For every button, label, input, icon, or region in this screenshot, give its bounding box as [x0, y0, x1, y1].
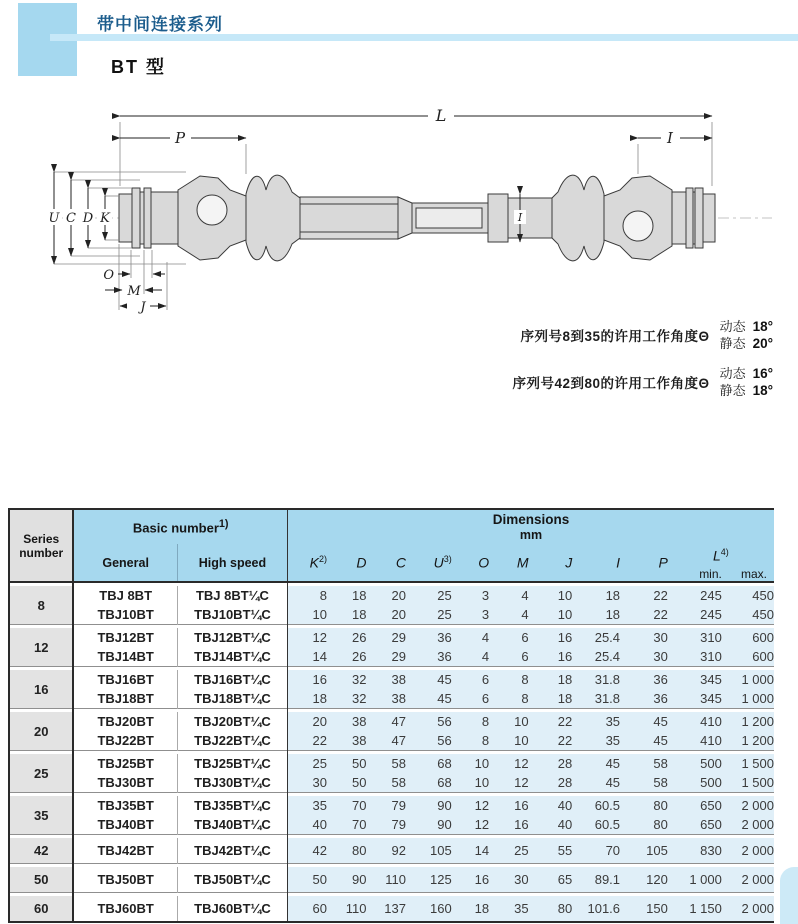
dimension-value-cell: 4 [489, 605, 528, 625]
dimension-value-cell: 1 200 [722, 731, 774, 751]
header-basic-number: Basic number$^{1)}$ [73, 509, 287, 544]
dimension-value-cell: 10 [452, 773, 489, 793]
static-label: 静态 [719, 383, 746, 398]
dimension-value-cell: 14 [288, 647, 327, 667]
dimension-value-cell: 22 [620, 586, 668, 605]
general-number-cell: TBJ35BT [73, 796, 177, 815]
header-col-D: D [327, 544, 366, 582]
dimension-value-cell: 47 [367, 712, 406, 731]
dim-label-O: O [103, 268, 114, 283]
static-value: 18° [752, 383, 773, 398]
dimension-value-cell: 2 000 [722, 796, 774, 815]
dimension-value-cell: 25.4 [572, 628, 620, 647]
dimension-value-cell: 45 [572, 773, 620, 793]
type-title: BT 型 [111, 57, 166, 77]
general-number-cell: TBJ40BT [73, 815, 177, 835]
general-number-cell: TBJ16BT [73, 670, 177, 689]
dimension-value-cell: 32 [327, 670, 366, 689]
dimension-value-cell: 600 [722, 647, 774, 667]
dimension-value-cell: 150 [620, 896, 668, 922]
dimension-value-cell: 450 [722, 586, 774, 605]
dim-label-M: M [127, 284, 141, 299]
dimension-value-cell: 45 [620, 712, 668, 731]
dimension-value-cell: 47 [367, 731, 406, 751]
dimension-value-cell: 4 [452, 647, 489, 667]
dimension-value-cell: 125 [406, 867, 452, 893]
dimension-value-cell: 60.5 [572, 815, 620, 835]
dimension-value-cell: 18 [452, 896, 489, 922]
dimension-value-cell: 830 [668, 838, 722, 864]
dimension-value-cell: 16 [288, 670, 327, 689]
dimension-value-cell: 1 000 [722, 689, 774, 709]
dimension-value-cell: 70 [572, 838, 620, 864]
dimension-value-cell: 8 [489, 689, 528, 709]
dimension-value-cell: 31.8 [572, 689, 620, 709]
general-number-cell: TBJ10BT [73, 605, 177, 625]
dimension-value-cell: 137 [367, 896, 406, 922]
dimension-value-cell: 50 [327, 773, 366, 793]
dimension-value-cell: 42 [288, 838, 327, 864]
page-title: 带中间连接系列 [97, 15, 223, 34]
general-number-cell: TBJ60BT [73, 896, 177, 922]
dimension-value-cell: 89.1 [572, 867, 620, 893]
high-speed-number-cell: TBJ30BT¼C [177, 773, 287, 793]
dimension-value-cell: 79 [367, 815, 406, 835]
dim-label-I-right: I [667, 129, 673, 147]
dynamic-label: 动态 [719, 319, 746, 334]
dimension-value-cell: 70 [327, 796, 366, 815]
dimension-value-cell: 20 [367, 605, 406, 625]
series-number-cell: 16 [9, 670, 73, 709]
series-number-cell: 12 [9, 628, 73, 667]
dimension-value-cell: 30 [489, 867, 528, 893]
dimension-value-cell: 38 [367, 689, 406, 709]
general-number-cell: TBJ22BT [73, 731, 177, 751]
dimension-value-cell: 4 [452, 628, 489, 647]
dimensions-table [8, 508, 774, 923]
header-col-K: $K^{2)}$ [288, 544, 327, 582]
table-row [9, 628, 774, 647]
series-number-cell: 20 [9, 712, 73, 751]
dimension-value-cell: 25.4 [572, 647, 620, 667]
static-label: 静态 [719, 336, 746, 351]
dimension-value-cell: 2 000 [722, 838, 774, 864]
dimension-value-cell: 4 [489, 586, 528, 605]
dimension-value-cell: 40 [288, 815, 327, 835]
general-number-cell: TBJ12BT [73, 628, 177, 647]
dimension-value-cell: 80 [327, 838, 366, 864]
dimension-value-cell: 410 [668, 731, 722, 751]
dimension-value-cell: 500 [668, 754, 722, 773]
dynamic-label: 动态 [719, 366, 746, 381]
table-row [9, 815, 774, 835]
dimension-value-cell: 36 [406, 628, 452, 647]
table-row [9, 670, 774, 689]
dimension-value-cell: 35 [288, 796, 327, 815]
general-number-cell: TBJ42BT [73, 838, 177, 864]
dimension-value-cell: 12 [288, 628, 327, 647]
dimension-value-cell: 2 000 [722, 867, 774, 893]
dimension-value-cell: 68 [406, 754, 452, 773]
dimension-value-cell: 92 [367, 838, 406, 864]
dimension-value-cell: 18 [327, 586, 366, 605]
table-row [9, 689, 774, 709]
header-general: General [73, 544, 177, 582]
dimension-value-cell: 25 [489, 838, 528, 864]
dimension-value-cell: 20 [367, 586, 406, 605]
dimension-value-cell: 245 [668, 605, 722, 625]
dimension-value-cell: 8 [452, 712, 489, 731]
dimension-value-cell: 29 [367, 647, 406, 667]
dimension-value-cell: 60.5 [572, 796, 620, 815]
dimension-value-cell: 90 [406, 815, 452, 835]
dimension-value-cell: 1 000 [722, 670, 774, 689]
high-speed-number-cell: TBJ10BT¼C [177, 605, 287, 625]
dimension-value-cell: 36 [620, 689, 668, 709]
dimension-value-cell: 80 [529, 896, 573, 922]
dynamic-value: 16° [752, 366, 773, 381]
dimension-value-cell: 8 [489, 670, 528, 689]
header-high-speed: High speed [177, 544, 287, 582]
dimension-value-cell: 30 [288, 773, 327, 793]
table-header [9, 509, 774, 582]
dimension-value-cell: 26 [327, 647, 366, 667]
header-col-L: $L^{4)}$ [668, 544, 774, 566]
dim-label-tube-I: I [517, 211, 523, 224]
general-number-cell: TBJ18BT [73, 689, 177, 709]
dimension-value-cell: 45 [406, 670, 452, 689]
header-col-C: C [367, 544, 406, 582]
table-row [9, 773, 774, 793]
high-speed-number-cell: TBJ60BT¼C [177, 896, 287, 922]
dimension-value-cell: 14 [452, 838, 489, 864]
dimension-value-cell: 22 [529, 712, 573, 731]
dim-label-D: D [82, 211, 94, 226]
high-speed-number-cell: TBJ 8BT¼C [177, 586, 287, 605]
dim-label-L: L [435, 106, 447, 125]
dim-label-P: P [174, 129, 186, 147]
dimension-value-cell: 22 [529, 731, 573, 751]
dimension-value-cell: 10 [288, 605, 327, 625]
dimension-value-cell: 12 [452, 815, 489, 835]
table-row [9, 586, 774, 605]
table-row [9, 796, 774, 815]
header-col-J: J [529, 544, 573, 582]
dimension-value-cell: 18 [572, 586, 620, 605]
dimension-value-cell: 18 [327, 605, 366, 625]
dimension-value-cell: 18 [529, 670, 573, 689]
dimension-value-cell: 22 [288, 731, 327, 751]
series-number-cell: 35 [9, 796, 73, 835]
dimension-value-cell: 345 [668, 689, 722, 709]
high-speed-number-cell: TBJ35BT¼C [177, 796, 287, 815]
dimension-value-cell: 50 [288, 867, 327, 893]
dimension-value-cell: 12 [489, 754, 528, 773]
dimension-value-cell: 32 [327, 689, 366, 709]
series-number-cell: 60 [9, 896, 73, 922]
dimension-value-cell: 25 [406, 605, 452, 625]
dimension-value-cell: 28 [529, 773, 573, 793]
dimension-value-cell: 90 [327, 867, 366, 893]
general-number-cell: TBJ 8BT [73, 586, 177, 605]
dimension-value-cell: 65 [529, 867, 573, 893]
table-row [9, 647, 774, 667]
header-unit: mm [519, 528, 543, 542]
dimension-value-cell: 12 [452, 796, 489, 815]
dimension-value-cell: 35 [572, 731, 620, 751]
bearing-cross-left [197, 195, 227, 225]
high-speed-number-cell: TBJ40BT¼C [177, 815, 287, 835]
table-row [9, 896, 774, 922]
dimension-value-cell: 68 [406, 773, 452, 793]
dimension-value-cell: 450 [722, 605, 774, 625]
dimension-value-cell: 70 [327, 815, 366, 835]
dimension-value-cell: 35 [572, 712, 620, 731]
dimension-value-cell: 80 [620, 815, 668, 835]
general-number-cell: TBJ20BT [73, 712, 177, 731]
dimension-value-cell: 50 [327, 754, 366, 773]
dimension-value-cell: 6 [452, 689, 489, 709]
dimension-value-cell: 18 [529, 689, 573, 709]
accent-line [50, 34, 798, 41]
high-speed-number-cell: TBJ12BT¼C [177, 628, 287, 647]
angle-note-series-8-35 [521, 318, 773, 352]
dimension-value-cell: 105 [620, 838, 668, 864]
series-number-cell: 42 [9, 838, 73, 864]
note-text: 序列号8到35的许用工作角度Θ [520, 329, 710, 344]
dimension-value-cell: 600 [722, 628, 774, 647]
dimension-value-cell: 650 [668, 796, 722, 815]
dimension-value-cell: 16 [529, 647, 573, 667]
header-col-M: M [489, 544, 528, 582]
dimension-value-cell: 40 [529, 815, 573, 835]
series-number-cell: 50 [9, 867, 73, 893]
dimension-value-cell: 650 [668, 815, 722, 835]
general-number-cell: TBJ14BT [73, 647, 177, 667]
dimension-value-cell: 345 [668, 670, 722, 689]
dimension-value-cell: 36 [406, 647, 452, 667]
general-number-cell: TBJ30BT [73, 773, 177, 793]
dimension-value-cell: 29 [367, 628, 406, 647]
dimension-value-cell: 16 [452, 867, 489, 893]
dimension-value-cell: 38 [327, 712, 366, 731]
dimension-value-cell: 30 [620, 628, 668, 647]
dimension-value-cell: 8 [288, 586, 327, 605]
dim-label-U: U [48, 211, 60, 226]
dynamic-value: 18° [752, 319, 773, 334]
dimension-value-cell: 40 [529, 796, 573, 815]
dimension-value-cell: 12 [489, 773, 528, 793]
series-number-cell: 25 [9, 754, 73, 793]
dimension-value-cell: 10 [529, 586, 573, 605]
dimension-value-cell: 310 [668, 647, 722, 667]
dimension-value-cell: 20 [288, 712, 327, 731]
dimension-value-cell: 245 [668, 586, 722, 605]
dimension-value-cell: 26 [327, 628, 366, 647]
angle-notes [513, 318, 773, 399]
high-speed-number-cell: TBJ42BT¼C [177, 838, 287, 864]
table-row [9, 712, 774, 731]
dimension-value-cell: 60 [288, 896, 327, 922]
dimension-value-cell: 120 [620, 867, 668, 893]
dimension-value-cell: 25 [406, 586, 452, 605]
dimension-value-cell: 6 [452, 670, 489, 689]
dimension-value-cell: 56 [406, 731, 452, 751]
dimension-value-cell: 160 [406, 896, 452, 922]
dimension-value-cell: 30 [620, 647, 668, 667]
header-L-max: max. [722, 566, 774, 582]
dimension-value-cell: 90 [406, 796, 452, 815]
table-row [9, 605, 774, 625]
dimension-value-cell: 18 [288, 689, 327, 709]
high-speed-number-cell: TBJ18BT¼C [177, 689, 287, 709]
dimension-value-cell: 38 [327, 731, 366, 751]
dimension-value-cell: 35 [489, 896, 528, 922]
page-corner-tab [780, 867, 798, 924]
dimension-value-cell: 28 [529, 754, 573, 773]
dimension-value-cell: 1 200 [722, 712, 774, 731]
header-L-min: min. [668, 566, 722, 582]
shaft-drawing [0, 90, 798, 325]
dimension-value-cell: 500 [668, 773, 722, 793]
dimension-value-cell: 56 [406, 712, 452, 731]
dimension-value-cell: 25 [288, 754, 327, 773]
dimension-value-cell: 10 [489, 712, 528, 731]
dimension-value-cell: 6 [489, 628, 528, 647]
dimension-value-cell: 410 [668, 712, 722, 731]
dimension-value-cell: 3 [452, 605, 489, 625]
dimension-value-cell: 8 [452, 731, 489, 751]
table-row [9, 867, 774, 893]
header-series-number: Series number [9, 509, 73, 582]
dimension-value-cell: 2 000 [722, 896, 774, 922]
dimension-value-cell: 58 [367, 773, 406, 793]
dim-label-K: K [100, 211, 110, 226]
header-col-U: $U^{3)}$ [406, 544, 452, 582]
table-row [9, 731, 774, 751]
dimension-value-cell: 36 [620, 670, 668, 689]
dimension-value-cell: 1 150 [668, 896, 722, 922]
dimension-value-cell: 1 500 [722, 773, 774, 793]
table-row [9, 838, 774, 864]
dimension-value-cell: 58 [620, 773, 668, 793]
header-col-I: I [572, 544, 620, 582]
dim-label-J: J [140, 300, 146, 315]
high-speed-number-cell: TBJ22BT¼C [177, 731, 287, 751]
dimension-value-cell: 1 000 [668, 867, 722, 893]
general-number-cell: TBJ25BT [73, 754, 177, 773]
dim-label-C: C [66, 211, 76, 226]
dimension-value-cell: 105 [406, 838, 452, 864]
dimension-value-cell: 1 500 [722, 754, 774, 773]
dimension-value-cell: 38 [367, 670, 406, 689]
dimension-value-cell: 310 [668, 628, 722, 647]
dimension-value-cell: 18 [572, 605, 620, 625]
high-speed-number-cell: TBJ14BT¼C [177, 647, 287, 667]
dimension-value-cell: 58 [367, 754, 406, 773]
dimension-value-cell: 45 [406, 689, 452, 709]
dimension-value-cell: 22 [620, 605, 668, 625]
header-col-O: O [452, 544, 489, 582]
high-speed-number-cell: TBJ20BT¼C [177, 712, 287, 731]
dimension-value-cell: 110 [367, 867, 406, 893]
dimension-value-cell: 16 [489, 815, 528, 835]
dimension-value-cell: 45 [572, 754, 620, 773]
dimension-value-cell: 110 [327, 896, 366, 922]
high-speed-number-cell: TBJ16BT¼C [177, 670, 287, 689]
dimension-value-cell: 58 [620, 754, 668, 773]
general-number-cell: TBJ50BT [73, 867, 177, 893]
angle-note-series-42-80 [513, 365, 773, 399]
table-row [9, 754, 774, 773]
dimension-value-cell: 6 [489, 647, 528, 667]
header-dimensions: Dimensions mm [288, 509, 774, 544]
dimension-value-cell: 2 000 [722, 815, 774, 835]
dimension-value-cell: 80 [620, 796, 668, 815]
static-value: 20° [752, 336, 773, 351]
table-body [9, 582, 774, 922]
dimension-value-cell: 31.8 [572, 670, 620, 689]
dimension-value-cell: 16 [489, 796, 528, 815]
dimension-value-cell: 45 [620, 731, 668, 751]
dimension-value-cell: 79 [367, 796, 406, 815]
dimension-value-cell: 16 [529, 628, 573, 647]
dimension-value-cell: 3 [452, 586, 489, 605]
dimension-value-cell: 10 [529, 605, 573, 625]
series-number-cell: 8 [9, 586, 73, 625]
bearing-cross-right [623, 211, 653, 241]
dimension-value-cell: 101.6 [572, 896, 620, 922]
dimension-value-cell: 55 [529, 838, 573, 864]
high-speed-number-cell: TBJ25BT¼C [177, 754, 287, 773]
dimension-value-cell: 10 [489, 731, 528, 751]
high-speed-number-cell: TBJ50BT¼C [177, 867, 287, 893]
dimension-value-cell: 10 [452, 754, 489, 773]
header-col-P: P [620, 544, 668, 582]
note-text: 序列号42到80的许用工作角度Θ [512, 376, 710, 391]
